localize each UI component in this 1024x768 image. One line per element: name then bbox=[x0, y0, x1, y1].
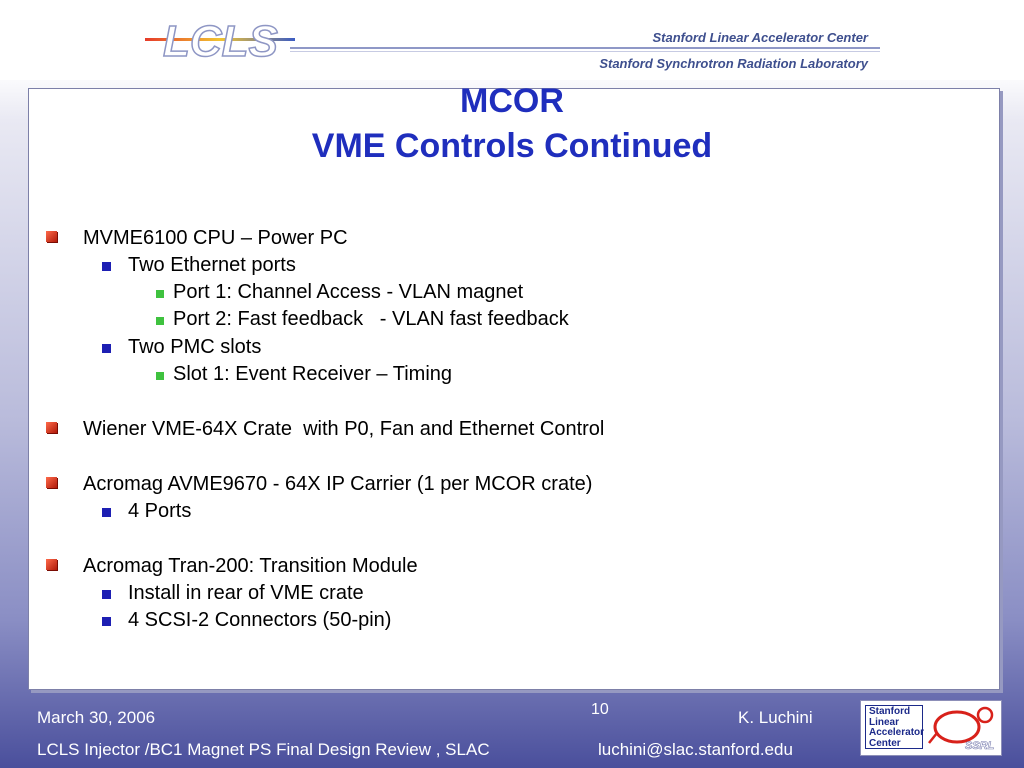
slide-header bbox=[0, 0, 1024, 80]
bullet-item: 4 Ports bbox=[128, 500, 192, 522]
bullet-item: Wiener VME-64X Crate with P0, Fan and Ethernet Control bbox=[83, 418, 605, 440]
lcls-logo bbox=[145, 10, 295, 68]
bullet-item: MVME6100 CPU – Power PC bbox=[83, 227, 348, 249]
footer-author: K. Luchini bbox=[738, 708, 813, 727]
lcls-logo-text: LCLS bbox=[163, 17, 278, 66]
bullet-item: Port 1: Channel Access - VLAN magnet bbox=[173, 281, 524, 303]
bullet-marker-l2 bbox=[102, 508, 111, 517]
bullet-marker-l3 bbox=[156, 372, 164, 380]
header-org-ssrl: Stanford Synchrotron Radiation Laboratory bbox=[599, 56, 868, 71]
bullet-item: Port 2: Fast feedback - VLAN fast feedback bbox=[173, 308, 569, 330]
bullet-marker-l2 bbox=[102, 617, 111, 626]
bullet-item: Acromag AVME9670 - 64X IP Carrier (1 per MCOR crate) bbox=[83, 473, 593, 495]
slide-title-line1: MCOR bbox=[460, 82, 564, 120]
bullet-marker-l1 bbox=[46, 559, 57, 570]
slac-logo-line: Center bbox=[869, 737, 901, 749]
bullet-marker-l1 bbox=[46, 422, 57, 433]
slide-title-line2: VME Controls Continued bbox=[311, 127, 713, 165]
ssrl-ring-icon bbox=[925, 703, 999, 753]
bullet-marker-l1 bbox=[46, 477, 57, 488]
slac-ssrl-logo bbox=[860, 700, 1002, 756]
header-divider-thin bbox=[290, 51, 880, 52]
bullet-item: Install in rear of VME crate bbox=[128, 582, 364, 604]
bullet-marker-l3 bbox=[156, 290, 164, 298]
bullet-item: Slot 1: Event Receiver – Timing bbox=[173, 363, 453, 385]
header-divider bbox=[290, 47, 880, 49]
header-org-slac: Stanford Linear Accelerator Center bbox=[652, 30, 868, 45]
bullet-item: Acromag Tran-200: Transition Module bbox=[83, 555, 418, 577]
bullet-item: Two PMC slots bbox=[128, 336, 262, 358]
footer-event: LCLS Injector /BC1 Magnet PS Final Design Review , SLAC bbox=[37, 740, 490, 759]
bullet-marker-l3 bbox=[156, 317, 164, 325]
bullet-item: Two Ethernet ports bbox=[128, 254, 296, 276]
page-number: 10 bbox=[591, 701, 609, 718]
footer-email: luchini@slac.stanford.edu bbox=[598, 740, 793, 759]
bullet-marker-l2 bbox=[102, 344, 111, 353]
footer-date: March 30, 2006 bbox=[37, 708, 156, 727]
slac-logo-text bbox=[865, 705, 923, 749]
slac-logo-line: Accelerator bbox=[869, 727, 925, 738]
bullet-marker-l2 bbox=[102, 590, 111, 599]
ssrl-logo-tag: SSRL bbox=[965, 740, 995, 752]
slac-logo-line: Stanford bbox=[869, 706, 911, 717]
bullet-marker-l1 bbox=[46, 231, 57, 242]
bullet-marker-l2 bbox=[102, 262, 111, 271]
slac-logo-line: Linear bbox=[869, 716, 900, 728]
bullet-item: 4 SCSI-2 Connectors (50-pin) bbox=[128, 609, 392, 631]
